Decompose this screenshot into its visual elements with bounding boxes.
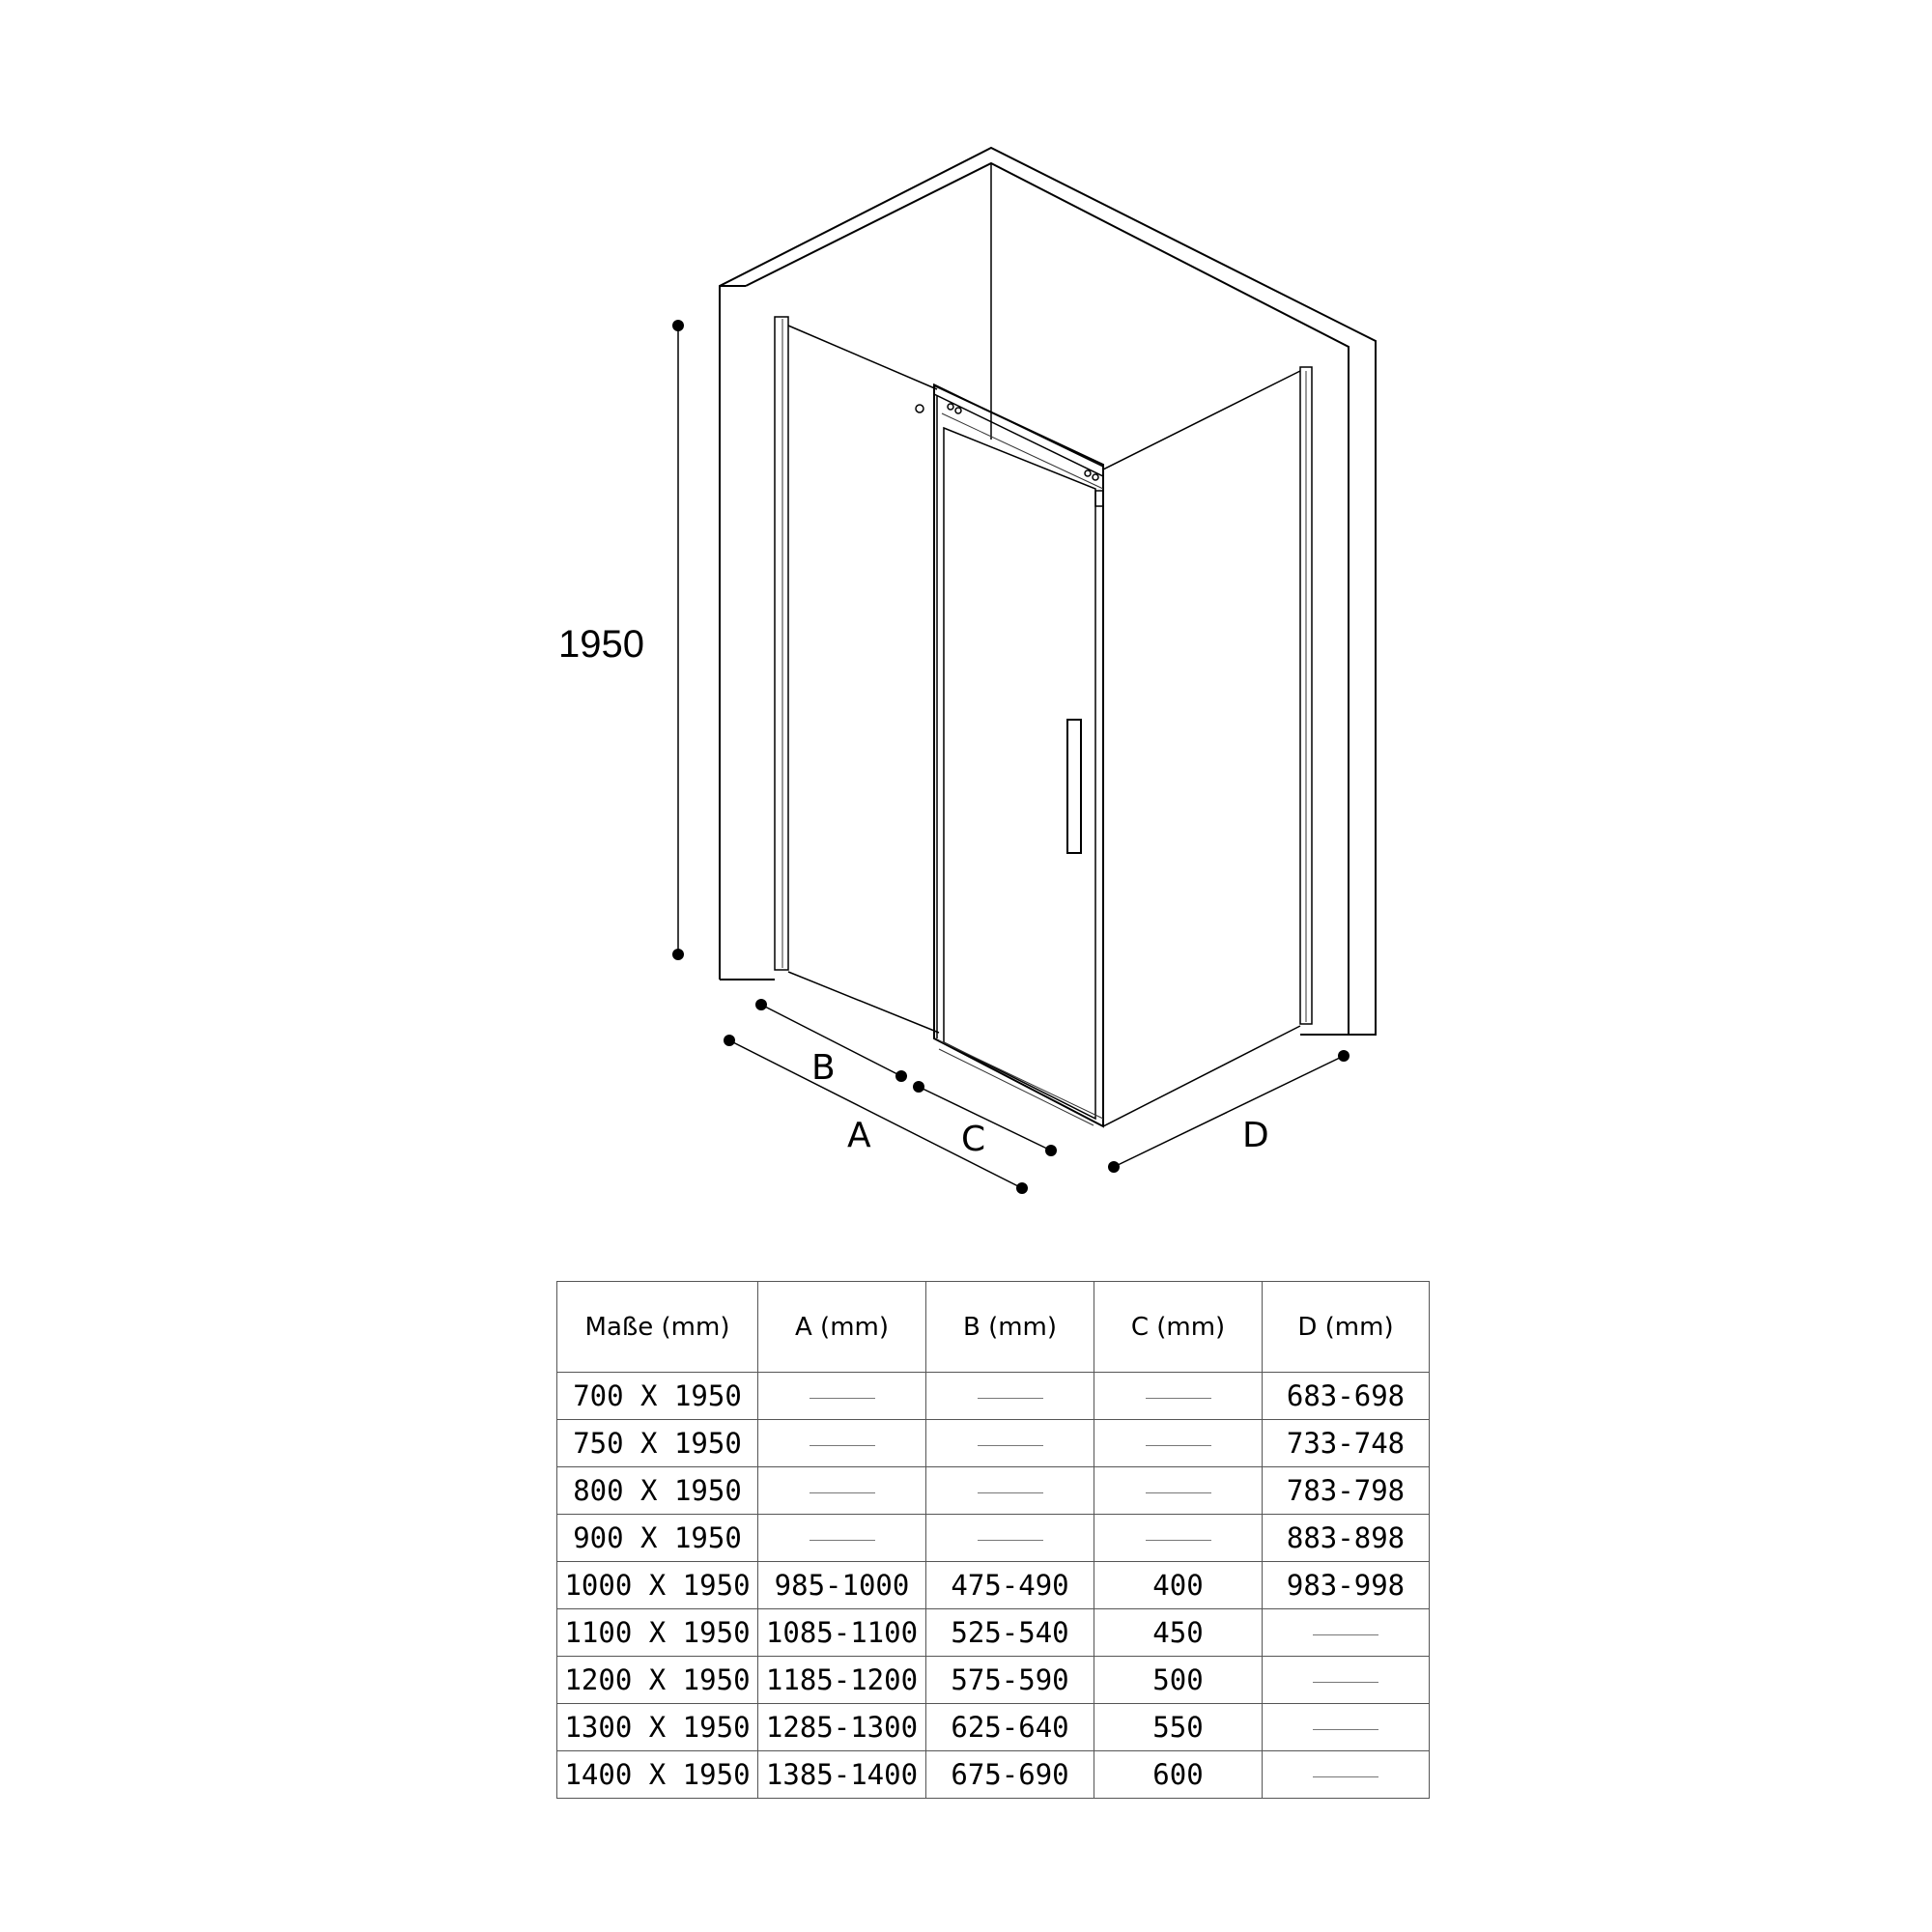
table-row	[557, 1467, 1430, 1515]
a-cell: 985-1000	[758, 1562, 926, 1609]
size-cell: 900 X 1950	[557, 1515, 758, 1562]
empty-cell	[926, 1515, 1094, 1562]
table-row	[557, 1751, 1430, 1799]
roller-icon	[955, 408, 961, 413]
a-cell: 1385-1400	[758, 1751, 926, 1799]
dash-icon	[1313, 1634, 1378, 1635]
size-cell: 1400 X 1950	[557, 1751, 758, 1799]
a-cell: 1085-1100	[758, 1609, 926, 1657]
table-header-row	[557, 1282, 1430, 1373]
empty-cell	[1094, 1373, 1263, 1420]
b-cell: 575-590	[926, 1657, 1094, 1704]
rail-end-cap-icon	[916, 405, 923, 412]
empty-cell	[926, 1420, 1094, 1467]
fixed-glass-panel	[788, 326, 939, 1033]
c-cell: 550	[1094, 1704, 1263, 1751]
a-cell: 1285-1300	[758, 1704, 926, 1751]
empty-cell	[926, 1467, 1094, 1515]
empty-cell	[1263, 1657, 1430, 1704]
b-cell: 525-540	[926, 1609, 1094, 1657]
dash-icon	[978, 1540, 1043, 1541]
d-cell: 683-698	[1263, 1373, 1430, 1420]
wall-outline	[720, 148, 1376, 1035]
side-panel	[1103, 367, 1312, 1126]
b-column-header: B (mm)	[926, 1282, 1094, 1373]
dash-icon	[1146, 1492, 1211, 1493]
empty-cell	[758, 1515, 926, 1562]
dash-icon	[1146, 1398, 1211, 1399]
dash-icon	[1146, 1445, 1211, 1446]
dash-icon	[1146, 1540, 1211, 1541]
size-cell: 1100 X 1950	[557, 1609, 758, 1657]
c-cell: 400	[1094, 1562, 1263, 1609]
height-label: 1950	[558, 623, 644, 666]
dash-icon	[1313, 1776, 1378, 1777]
dimension-d	[1108, 1050, 1350, 1173]
dimension-a-label: A	[847, 1116, 871, 1155]
roller-icon	[1093, 474, 1098, 480]
dash-icon	[978, 1398, 1043, 1399]
dash-icon	[1313, 1729, 1378, 1730]
empty-cell	[758, 1420, 926, 1467]
empty-cell	[1094, 1467, 1263, 1515]
height-dimension	[558, 320, 684, 960]
size-cell: 1000 X 1950	[557, 1562, 758, 1609]
empty-cell	[758, 1373, 926, 1420]
d-cell: 883-898	[1263, 1515, 1430, 1562]
a-column-header: A (mm)	[758, 1282, 926, 1373]
dash-icon	[810, 1492, 875, 1493]
size-column-header: Maße (mm)	[557, 1282, 758, 1373]
size-cell: 800 X 1950	[557, 1467, 758, 1515]
dimension-b-label: B	[811, 1048, 836, 1088]
empty-cell	[1263, 1704, 1430, 1751]
dash-icon	[810, 1445, 875, 1446]
d-column-header: D (mm)	[1263, 1282, 1430, 1373]
size-table	[556, 1281, 1430, 1799]
c-cell: 500	[1094, 1657, 1263, 1704]
table-row	[557, 1562, 1430, 1609]
size-cell: 750 X 1950	[557, 1420, 758, 1467]
table-row	[557, 1515, 1430, 1562]
dash-icon	[810, 1398, 875, 1399]
empty-cell	[1263, 1751, 1430, 1799]
b-cell: 675-690	[926, 1751, 1094, 1799]
empty-cell	[758, 1467, 926, 1515]
roller-icon	[1085, 470, 1091, 476]
roller-icon	[948, 404, 953, 410]
dimension-b	[755, 999, 907, 1088]
left-wall-profile	[775, 317, 788, 970]
table-row	[557, 1373, 1430, 1420]
b-cell: 625-640	[926, 1704, 1094, 1751]
empty-cell	[1263, 1609, 1430, 1657]
a-cell: 1185-1200	[758, 1657, 926, 1704]
size-cell: 700 X 1950	[557, 1373, 758, 1420]
table-row	[557, 1420, 1430, 1467]
dash-icon	[1313, 1682, 1378, 1683]
sliding-door	[934, 385, 1103, 1126]
c-column-header: C (mm)	[1094, 1282, 1263, 1373]
dimension-c-label: C	[961, 1120, 986, 1159]
table-row	[557, 1657, 1430, 1704]
empty-cell	[926, 1373, 1094, 1420]
dash-icon	[978, 1445, 1043, 1446]
empty-cell	[1094, 1420, 1263, 1467]
dash-icon	[978, 1492, 1043, 1493]
d-cell: 983-998	[1263, 1562, 1430, 1609]
size-cell: 1300 X 1950	[557, 1704, 758, 1751]
dimension-c	[913, 1081, 1057, 1159]
d-cell: 733-748	[1263, 1420, 1430, 1467]
c-cell: 450	[1094, 1609, 1263, 1657]
c-cell: 600	[1094, 1751, 1263, 1799]
dimension-a	[724, 1035, 1028, 1194]
dash-icon	[810, 1540, 875, 1541]
b-cell: 475-490	[926, 1562, 1094, 1609]
table-row	[557, 1609, 1430, 1657]
table-row	[557, 1704, 1430, 1751]
size-cell: 1200 X 1950	[557, 1657, 758, 1704]
door-handle-icon	[1067, 720, 1081, 853]
d-cell: 783-798	[1263, 1467, 1430, 1515]
empty-cell	[1094, 1515, 1263, 1562]
dimension-d-label: D	[1242, 1116, 1269, 1155]
